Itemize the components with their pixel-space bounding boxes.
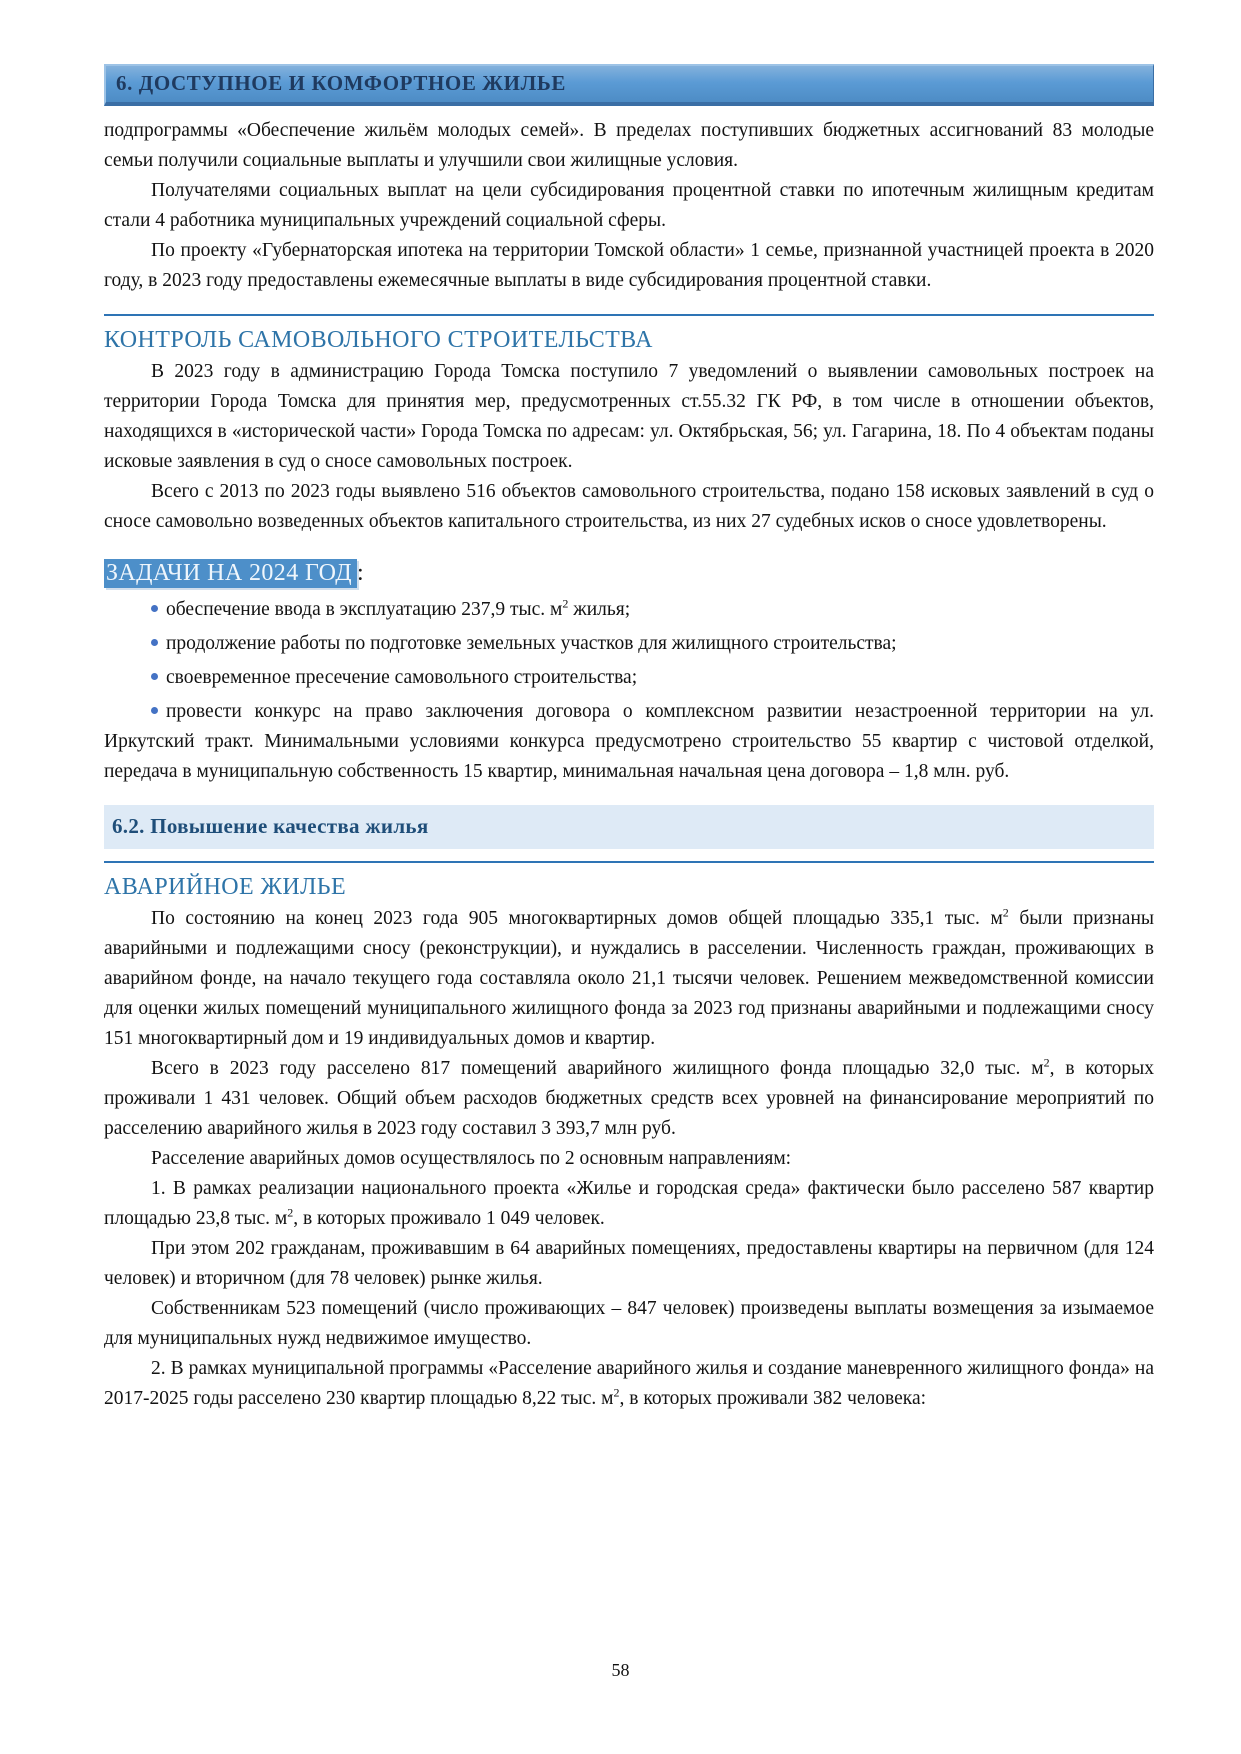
task-text: своевременное пресечение самовольного строительства; <box>166 667 638 688</box>
task-list-item <box>104 595 1154 625</box>
control-section <box>104 314 1154 537</box>
paragraph: Собственникам 523 помещений (число проживающих – 847 человек) произведены выплаты возмещения за изымаемое для муниципальных нужд недвижимое имущество. <box>104 1298 1154 1349</box>
bullet-icon <box>151 605 158 612</box>
tasks-heading-line <box>104 557 1154 589</box>
housing-section <box>104 861 1154 1414</box>
section-banner <box>104 64 1154 106</box>
paragraph: подпрограммы «Обеспечение жильём молодых семей». В пределах поступивших бюджетных ассигнований 83 молодые семьи получили социальные выплаты и улучшили свои жилищные условия. <box>104 120 1154 171</box>
paragraph: Всего с 2013 по 2023 годы выявлено 516 объектов самовольного строительства, подано 158 исковых заявлений в суд о сносе самовольно возведенных объектов капитального строительства, из них 27 судебных исков о сносе удовлетворены. <box>104 481 1154 532</box>
bullet-icon <box>151 673 158 680</box>
paragraph: По проекту «Губернаторская ипотека на территории Томской области» 1 семье, признанной участницей проекта в 2020 году, в 2023 году предоставлены ежемесячные выплаты в виде субсидирования процентной ставки. <box>104 240 1154 291</box>
tasks-heading: ЗАДАЧИ НА 2024 ГОД <box>104 559 357 588</box>
task-list-item <box>104 629 1154 659</box>
page-number: 58 <box>611 1660 630 1680</box>
task-text: продолжение работы по подготовке земельных участков для жилищного строительства; <box>166 633 897 654</box>
section-banner-title: 6. ДОСТУПНОЕ И КОМФОРТНОЕ ЖИЛЬЕ <box>116 71 566 95</box>
paragraph: Всего в 2023 году расселено 817 помещений аварийного жилищного фонда площадью 32,0 тыс. $м^2$, в которых проживали 1 431 человек. Общий объем расходов бюджетных средств всех уровней на финансирование мероприятий по расселению аварийного жилья в 2023 году составил 3 393,7 млн руб. <box>104 1055 1154 1139</box>
paragraph: 2. В рамках муниципальной программы «Расселение аварийного жилья и создание маневренного жилищного фонда» на 2017-2025 годы расселено 230 квартир площадью 8,22 тыс. $м^2$, в которых проживали 382 человека: <box>104 1358 1154 1409</box>
intro-section <box>104 116 1154 296</box>
paragraph: Расселение аварийных домов осуществлялось по 2 основным направлениям: <box>151 1148 792 1169</box>
task-list-item <box>104 697 1154 787</box>
task-text: обеспечение ввода в эксплуатацию 237,9 тыс. $м^2$ жилья; <box>166 596 631 620</box>
subsection-banner-title: 6.2. Повышение качества жилья <box>112 814 429 838</box>
page-content <box>104 0 1154 1414</box>
task-text: провести конкурс на право заключения договора о комплексном развитии незастроенной территории на ул. Иркутский тракт. Минимальными условиями конкурса предусмотрено строительство 55 квартир с чистовой отделкой, передача в муниципальную собственность 15 квартир, минимальная начальная цена договора – 1,8 млн. руб. <box>104 701 1154 782</box>
tasks-section <box>104 557 1154 787</box>
paragraph: При этом 202 гражданам, проживавшим в 64 аварийных помещениях, предоставлены квартиры на первичном (для 124 человек) и вторичном (для 78 человек) рынке жилья. <box>104 1238 1154 1289</box>
tasks-heading-colon: : <box>357 560 364 586</box>
section-heading-housing: АВАРИЙНОЕ ЖИЛЬЕ <box>104 861 1154 902</box>
task-list-item <box>104 663 1154 693</box>
bullet-icon <box>151 639 158 646</box>
paragraph: В 2023 году в администрацию Города Томска поступило 7 уведомлений о выявлении самовольных построек на территории Города Томска для принятия мер, предусмотренных ст.55.32 ГК РФ, в том числе в отношении объектов, находящихся в «исторической части» Города Томска по адресам: ул. Октябрьская, 56; ул. Гагарина, 18. По 4 объектам поданы исковые заявления в суд о сносе самовольных построек. <box>104 361 1154 472</box>
paragraph: 1. В рамках реализации национального проекта «Жилье и городская среда» фактически было расселено 587 квартир площадью 23,8 тыс. $м^2$, в которых проживало 1 049 человек. <box>104 1178 1154 1229</box>
subsection-banner <box>104 805 1154 849</box>
section-heading-control: КОНТРОЛЬ САМОВОЛЬНОГО СТРОИТЕЛЬСТВА <box>104 314 1154 355</box>
bullet-icon <box>151 707 158 714</box>
paragraph: Получателями социальных выплат на цели субсидирования процентной ставки по ипотечным жилищным кредитам стали 4 работника муниципальных учреждений социальной сферы. <box>104 180 1154 231</box>
paragraph: По состоянию на конец 2023 года 905 многоквартирных домов общей площадью 335,1 тыс. $м^2$ были признаны аварийными и подлежащими сносу (реконструкции), и нуждались в расселении. Численность граждан, проживающих в аварийном фонде, на начало текущего года составляла около 21,1 тысячи человек. Решением межведомственной комиссии для оценки жилых помещений муниципального жилищного фонда за 2023 год признаны аварийными и подлежащими сносу 151 многоквартирный дом и 19 индивидуальных домов и квартир. <box>104 905 1154 1049</box>
